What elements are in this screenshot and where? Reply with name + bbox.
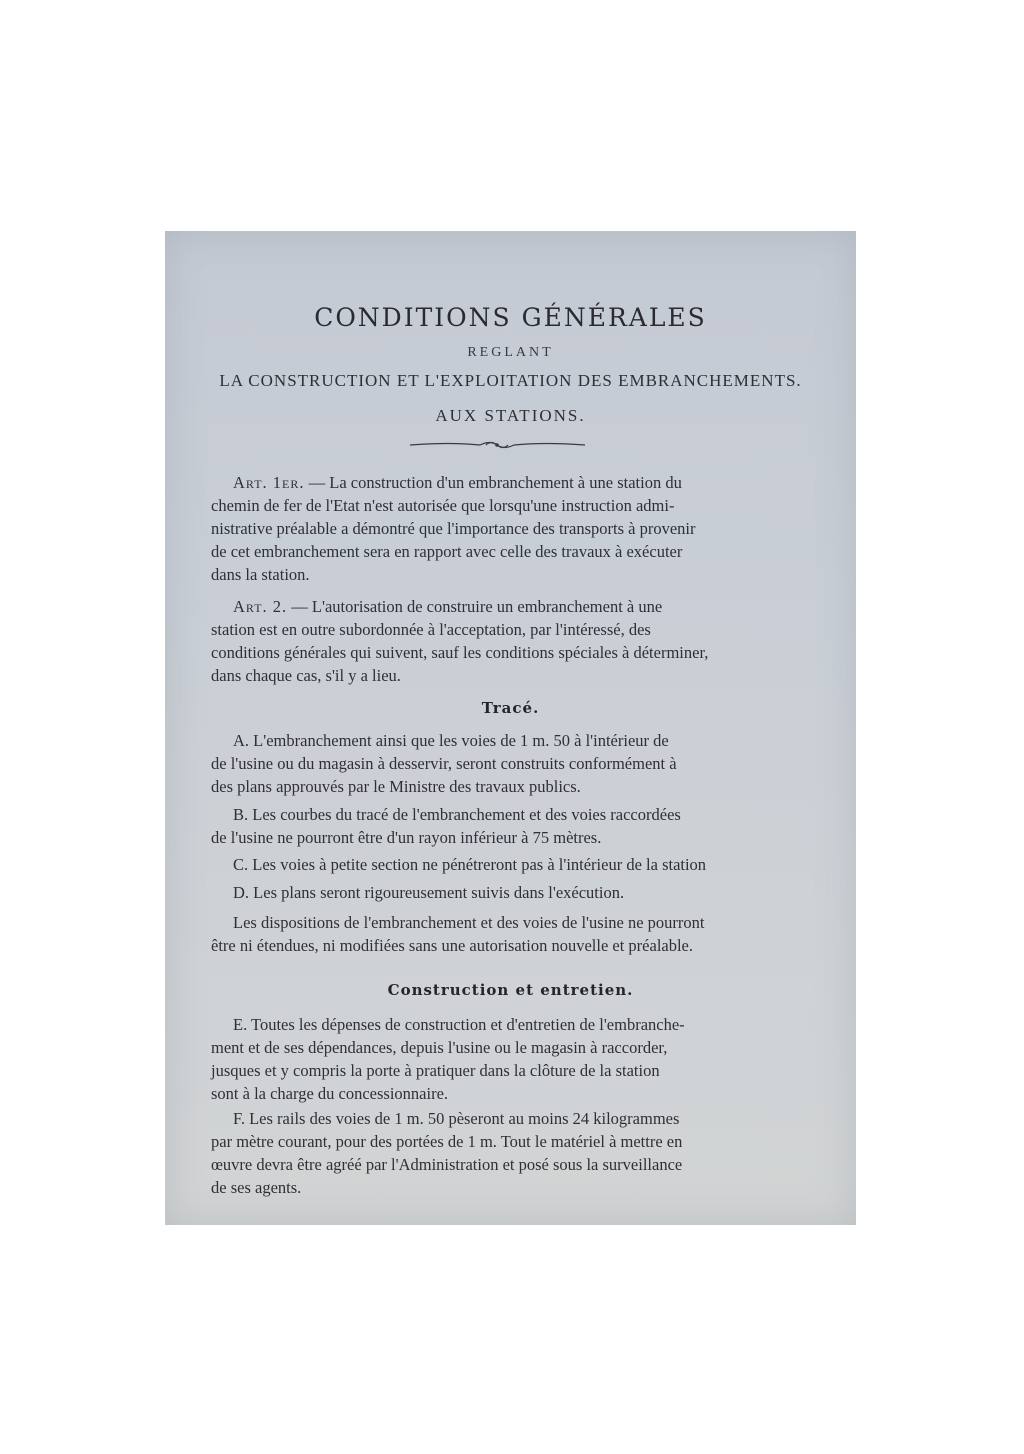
decorative-rule-icon <box>410 438 585 452</box>
paragraph-f-line: œuvre devra être agréé par l'Administration et posé sous la surveillance <box>211 1155 683 1174</box>
scanned-page <box>165 231 856 1225</box>
paragraph-e-line: E. Toutes les dépenses de construction et d'entretien de l'embranche- <box>233 1015 685 1034</box>
article-1-line: de cet embranchement sera en rapport avec celle des travaux à exécuter <box>211 542 683 561</box>
document-subtitle-reglant: REGLANT <box>467 345 554 360</box>
paragraph-f-line: par mètre courant, pour des portées de 1 m. Tout le matériel à mettre en <box>211 1132 683 1151</box>
section-heading-trace: Tracé. <box>481 699 540 717</box>
article-2-line: conditions générales qui suivent, sauf les conditions spéciales à déterminer, <box>211 643 709 662</box>
article-1-line: chemin de fer de l'Etat n'est autorisée que lorsqu'une instruction admi- <box>211 496 675 515</box>
paragraph-b-line: de l'usine ne pourront être d'un rayon inférieur à 75 mètres. <box>211 828 602 847</box>
paragraph-e-line: ment et de ses dépendances, depuis l'usine ou le magasin à raccorder, <box>211 1038 668 1057</box>
article-1-line: dans la station. <box>211 565 310 584</box>
paragraph-e-line: jusques et y compris la porte à pratiquer dans la clôture de la station <box>211 1061 660 1080</box>
paragraph-f-line: de ses agents. <box>211 1178 302 1197</box>
article-1-first-line: Art. 1er. — La construction d'un embranchement à une station du <box>233 473 682 492</box>
paragraph-c <box>211 853 801 876</box>
article-2 <box>211 595 801 687</box>
paragraph-b <box>211 803 801 849</box>
article-2-line: dans chaque cas, s'il y a lieu. <box>211 666 401 685</box>
paragraph-b-line: B. Les courbes du tracé de l'embranchement et des voies raccordées <box>233 805 681 824</box>
section-heading-construction: Construction et entretien. <box>387 981 634 999</box>
paragraph-d-line: D. Les plans seront rigoureusement suivis dans l'exécution. <box>233 883 625 902</box>
document-subtitle-construction: LA CONSTRUCTION ET L'EXPLOITATION DES EMBRANCHEMENTS. <box>219 371 802 390</box>
article-2-line: station est en outre subordonnée à l'acceptation, par l'intéressé, des <box>211 620 651 639</box>
paragraph-dispositions <box>211 911 801 957</box>
article-1 <box>211 471 801 586</box>
article-1-line: nistrative préalable a démontré que l'importance des transports à provenir <box>211 519 696 538</box>
paragraph-c-line: C. Les voies à petite section ne pénétreront pas à l'intérieur de la station <box>233 855 707 874</box>
paragraph-a-line: des plans approuvés par le Ministre des travaux publics. <box>211 777 581 796</box>
paragraph-f-line: F. Les rails des voies de 1 m. 50 pèseront au moins 24 kilogrammes <box>233 1109 680 1128</box>
paragraph-dispositions-line: être ni étendues, ni modifiées sans une autorisation nouvelle et préalable. <box>211 936 694 955</box>
paragraph-d <box>211 881 801 904</box>
document-subtitle-stations: AUX STATIONS. <box>435 406 586 425</box>
paragraph-a-line: A. L'embranchement ainsi que les voies de 1 m. 50 à l'intérieur de <box>233 731 669 750</box>
document-title: CONDITIONS GÉNÉRALES <box>314 303 707 332</box>
article-1-label: Art. 1er. <box>233 473 305 492</box>
article-2-first-line: Art. 2. — L'autorisation de construire un embranchement à une <box>233 597 663 616</box>
article-2-label: Art. 2. <box>233 597 288 616</box>
paragraph-a <box>211 729 801 798</box>
paragraph-f <box>211 1107 801 1199</box>
paragraph-e <box>211 1013 801 1105</box>
paragraph-e-line: sont à la charge du concessionnaire. <box>211 1084 449 1103</box>
paragraph-a-line: de l'usine ou du magasin à desservir, seront construits conformément à <box>211 754 677 773</box>
paragraph-dispositions-line: Les dispositions de l'embranchement et des voies de l'usine ne pourront <box>233 913 705 932</box>
